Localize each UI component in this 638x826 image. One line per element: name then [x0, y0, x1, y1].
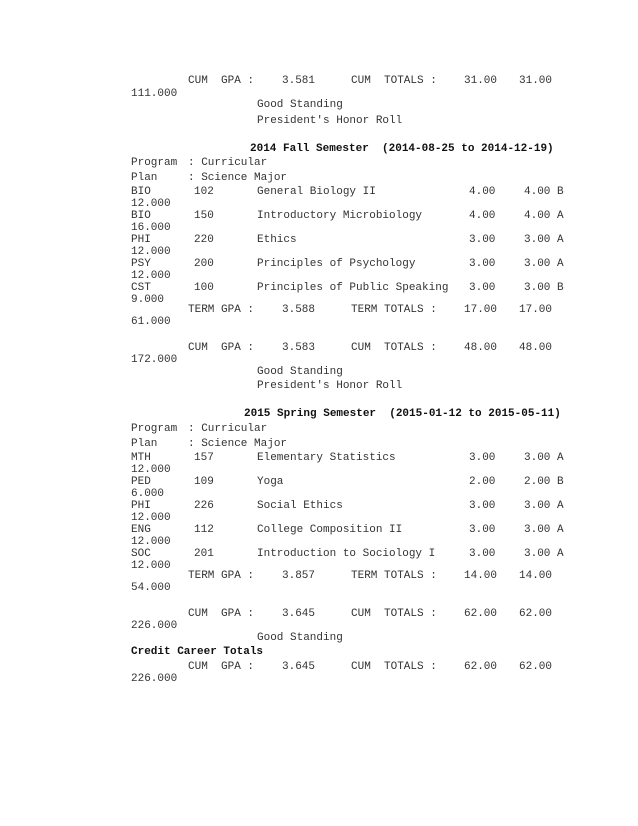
cum-gpa-value: 3.581 [282, 75, 316, 87]
course-units: 3.00 [469, 234, 496, 246]
cum-gpa-value: 3.583 [282, 342, 316, 354]
academic-standing: Good Standing [257, 99, 343, 111]
course-grade: A [557, 548, 564, 560]
term-attempted: 17.00 [464, 304, 498, 316]
course-subject: PED [131, 476, 151, 488]
cum-earned: 31.00 [519, 75, 553, 87]
course-subject: ENG [131, 524, 151, 536]
course-earned: 3.00 [524, 452, 551, 464]
course-number: 150 [194, 210, 214, 222]
course-title: Ethics [257, 234, 297, 246]
semester-header-fall-2014: 2014 Fall Semester (2014-08-25 to 2014-12-19) [250, 143, 554, 155]
term-points: 61.000 [131, 316, 171, 328]
course-grade: A [557, 258, 564, 270]
course-earned: 4.00 [524, 186, 551, 198]
plan-value: : Science Major [188, 438, 288, 450]
course-points: 12.000 [131, 198, 171, 210]
course-units: 3.00 [469, 452, 496, 464]
course-title: Introduction to Sociology I [257, 548, 436, 560]
cum-earned: 62.00 [519, 661, 553, 673]
course-subject: PHI [131, 234, 151, 246]
program-value: : Curricular [188, 157, 268, 169]
cum-points: 111.000 [131, 88, 178, 100]
plan-label: Plan [131, 438, 158, 450]
plan-value: : Science Major [188, 172, 288, 184]
course-points: 12.000 [131, 270, 171, 282]
cum-gpa-label: CUM GPA : [188, 75, 255, 87]
term-totals-label: TERM TOTALS : [351, 304, 437, 316]
term-gpa-label: TERM GPA : [188, 304, 255, 316]
cum-gpa-label: CUM GPA : [188, 661, 255, 673]
course-title: Yoga [257, 476, 284, 488]
semester-header-spring-2015: 2015 Spring Semester (2015-01-12 to 2015-05-11) [244, 408, 561, 420]
course-subject: BIO [131, 186, 151, 198]
course-earned: 3.00 [524, 234, 551, 246]
course-number: 200 [194, 258, 214, 270]
cum-totals-label: CUM TOTALS : [351, 75, 437, 87]
course-grade: A [557, 452, 564, 464]
cum-gpa-label: CUM GPA : [188, 608, 255, 620]
course-units: 4.00 [469, 210, 496, 222]
cum-gpa-value: 3.645 [282, 608, 316, 620]
course-number: 112 [194, 524, 214, 536]
course-number: 201 [194, 548, 214, 560]
course-earned: 3.00 [524, 548, 551, 560]
career-totals-header: Credit Career Totals [131, 646, 264, 658]
cum-gpa-value: 3.645 [282, 661, 316, 673]
cum-earned: 48.00 [519, 342, 553, 354]
course-units: 4.00 [469, 186, 496, 198]
cum-points: 226.000 [131, 620, 178, 632]
course-title: General Biology II [257, 186, 376, 198]
course-number: 100 [194, 282, 214, 294]
course-earned: 3.00 [524, 258, 551, 270]
course-subject: BIO [131, 210, 151, 222]
honor-roll: President's Honor Roll [257, 380, 403, 392]
cum-totals-label: CUM TOTALS : [351, 661, 437, 673]
course-earned: 4.00 [524, 210, 551, 222]
course-title: College Composition II [257, 524, 403, 536]
course-number: 157 [194, 452, 214, 464]
course-points: 9.000 [131, 294, 165, 306]
term-earned: 17.00 [519, 304, 553, 316]
term-gpa-value: 3.588 [282, 304, 316, 316]
program-label: Program [131, 157, 178, 169]
course-units: 3.00 [469, 282, 496, 294]
course-units: 3.00 [469, 524, 496, 536]
course-grade: B [557, 282, 564, 294]
cum-points: 226.000 [131, 673, 178, 685]
course-grade: A [557, 524, 564, 536]
cum-attempted: 31.00 [464, 75, 498, 87]
term-gpa-label: TERM GPA : [188, 570, 255, 582]
course-grade: B [557, 476, 564, 488]
cum-attempted: 48.00 [464, 342, 498, 354]
term-points: 54.000 [131, 582, 171, 594]
course-points: 16.000 [131, 222, 171, 234]
academic-standing: Good Standing [257, 632, 343, 644]
course-grade: A [557, 500, 564, 512]
course-title: Introductory Microbiology [257, 210, 423, 222]
course-grade: A [557, 234, 564, 246]
course-points: 6.000 [131, 488, 165, 500]
course-title: Social Ethics [257, 500, 343, 512]
program-label: Program [131, 423, 178, 435]
course-points: 12.000 [131, 246, 171, 258]
term-gpa-value: 3.857 [282, 570, 316, 582]
course-points: 12.000 [131, 512, 171, 524]
course-subject: PSY [131, 258, 151, 270]
course-points: 12.000 [131, 536, 171, 548]
course-subject: MTH [131, 452, 151, 464]
course-units: 2.00 [469, 476, 496, 488]
course-earned: 2.00 [524, 476, 551, 488]
course-units: 3.00 [469, 548, 496, 560]
term-earned: 14.00 [519, 570, 553, 582]
cum-earned: 62.00 [519, 608, 553, 620]
course-grade: A [557, 210, 564, 222]
course-subject: PHI [131, 500, 151, 512]
academic-standing: Good Standing [257, 366, 343, 378]
cum-attempted: 62.00 [464, 608, 498, 620]
program-value: : Curricular [188, 423, 268, 435]
course-title: Elementary Statistics [257, 452, 396, 464]
term-attempted: 14.00 [464, 570, 498, 582]
cum-totals-label: CUM TOTALS : [351, 342, 437, 354]
course-units: 3.00 [469, 500, 496, 512]
course-title: Principles of Psychology [257, 258, 416, 270]
course-number: 220 [194, 234, 214, 246]
course-number: 226 [194, 500, 214, 512]
course-earned: 3.00 [524, 500, 551, 512]
course-earned: 3.00 [524, 524, 551, 536]
course-earned: 3.00 [524, 282, 551, 294]
cum-attempted: 62.00 [464, 661, 498, 673]
cum-totals-label: CUM TOTALS : [351, 608, 437, 620]
cum-points: 172.000 [131, 354, 178, 366]
course-number: 102 [194, 186, 214, 198]
course-subject: CST [131, 282, 151, 294]
honor-roll: President's Honor Roll [257, 115, 403, 127]
cum-gpa-label: CUM GPA : [188, 342, 255, 354]
course-units: 3.00 [469, 258, 496, 270]
course-grade: B [557, 186, 564, 198]
course-number: 109 [194, 476, 214, 488]
term-totals-label: TERM TOTALS : [351, 570, 437, 582]
course-points: 12.000 [131, 464, 171, 476]
course-subject: SOC [131, 548, 151, 560]
course-points: 12.000 [131, 560, 171, 572]
course-title: Principles of Public Speaking [257, 282, 449, 294]
plan-label: Plan [131, 172, 158, 184]
